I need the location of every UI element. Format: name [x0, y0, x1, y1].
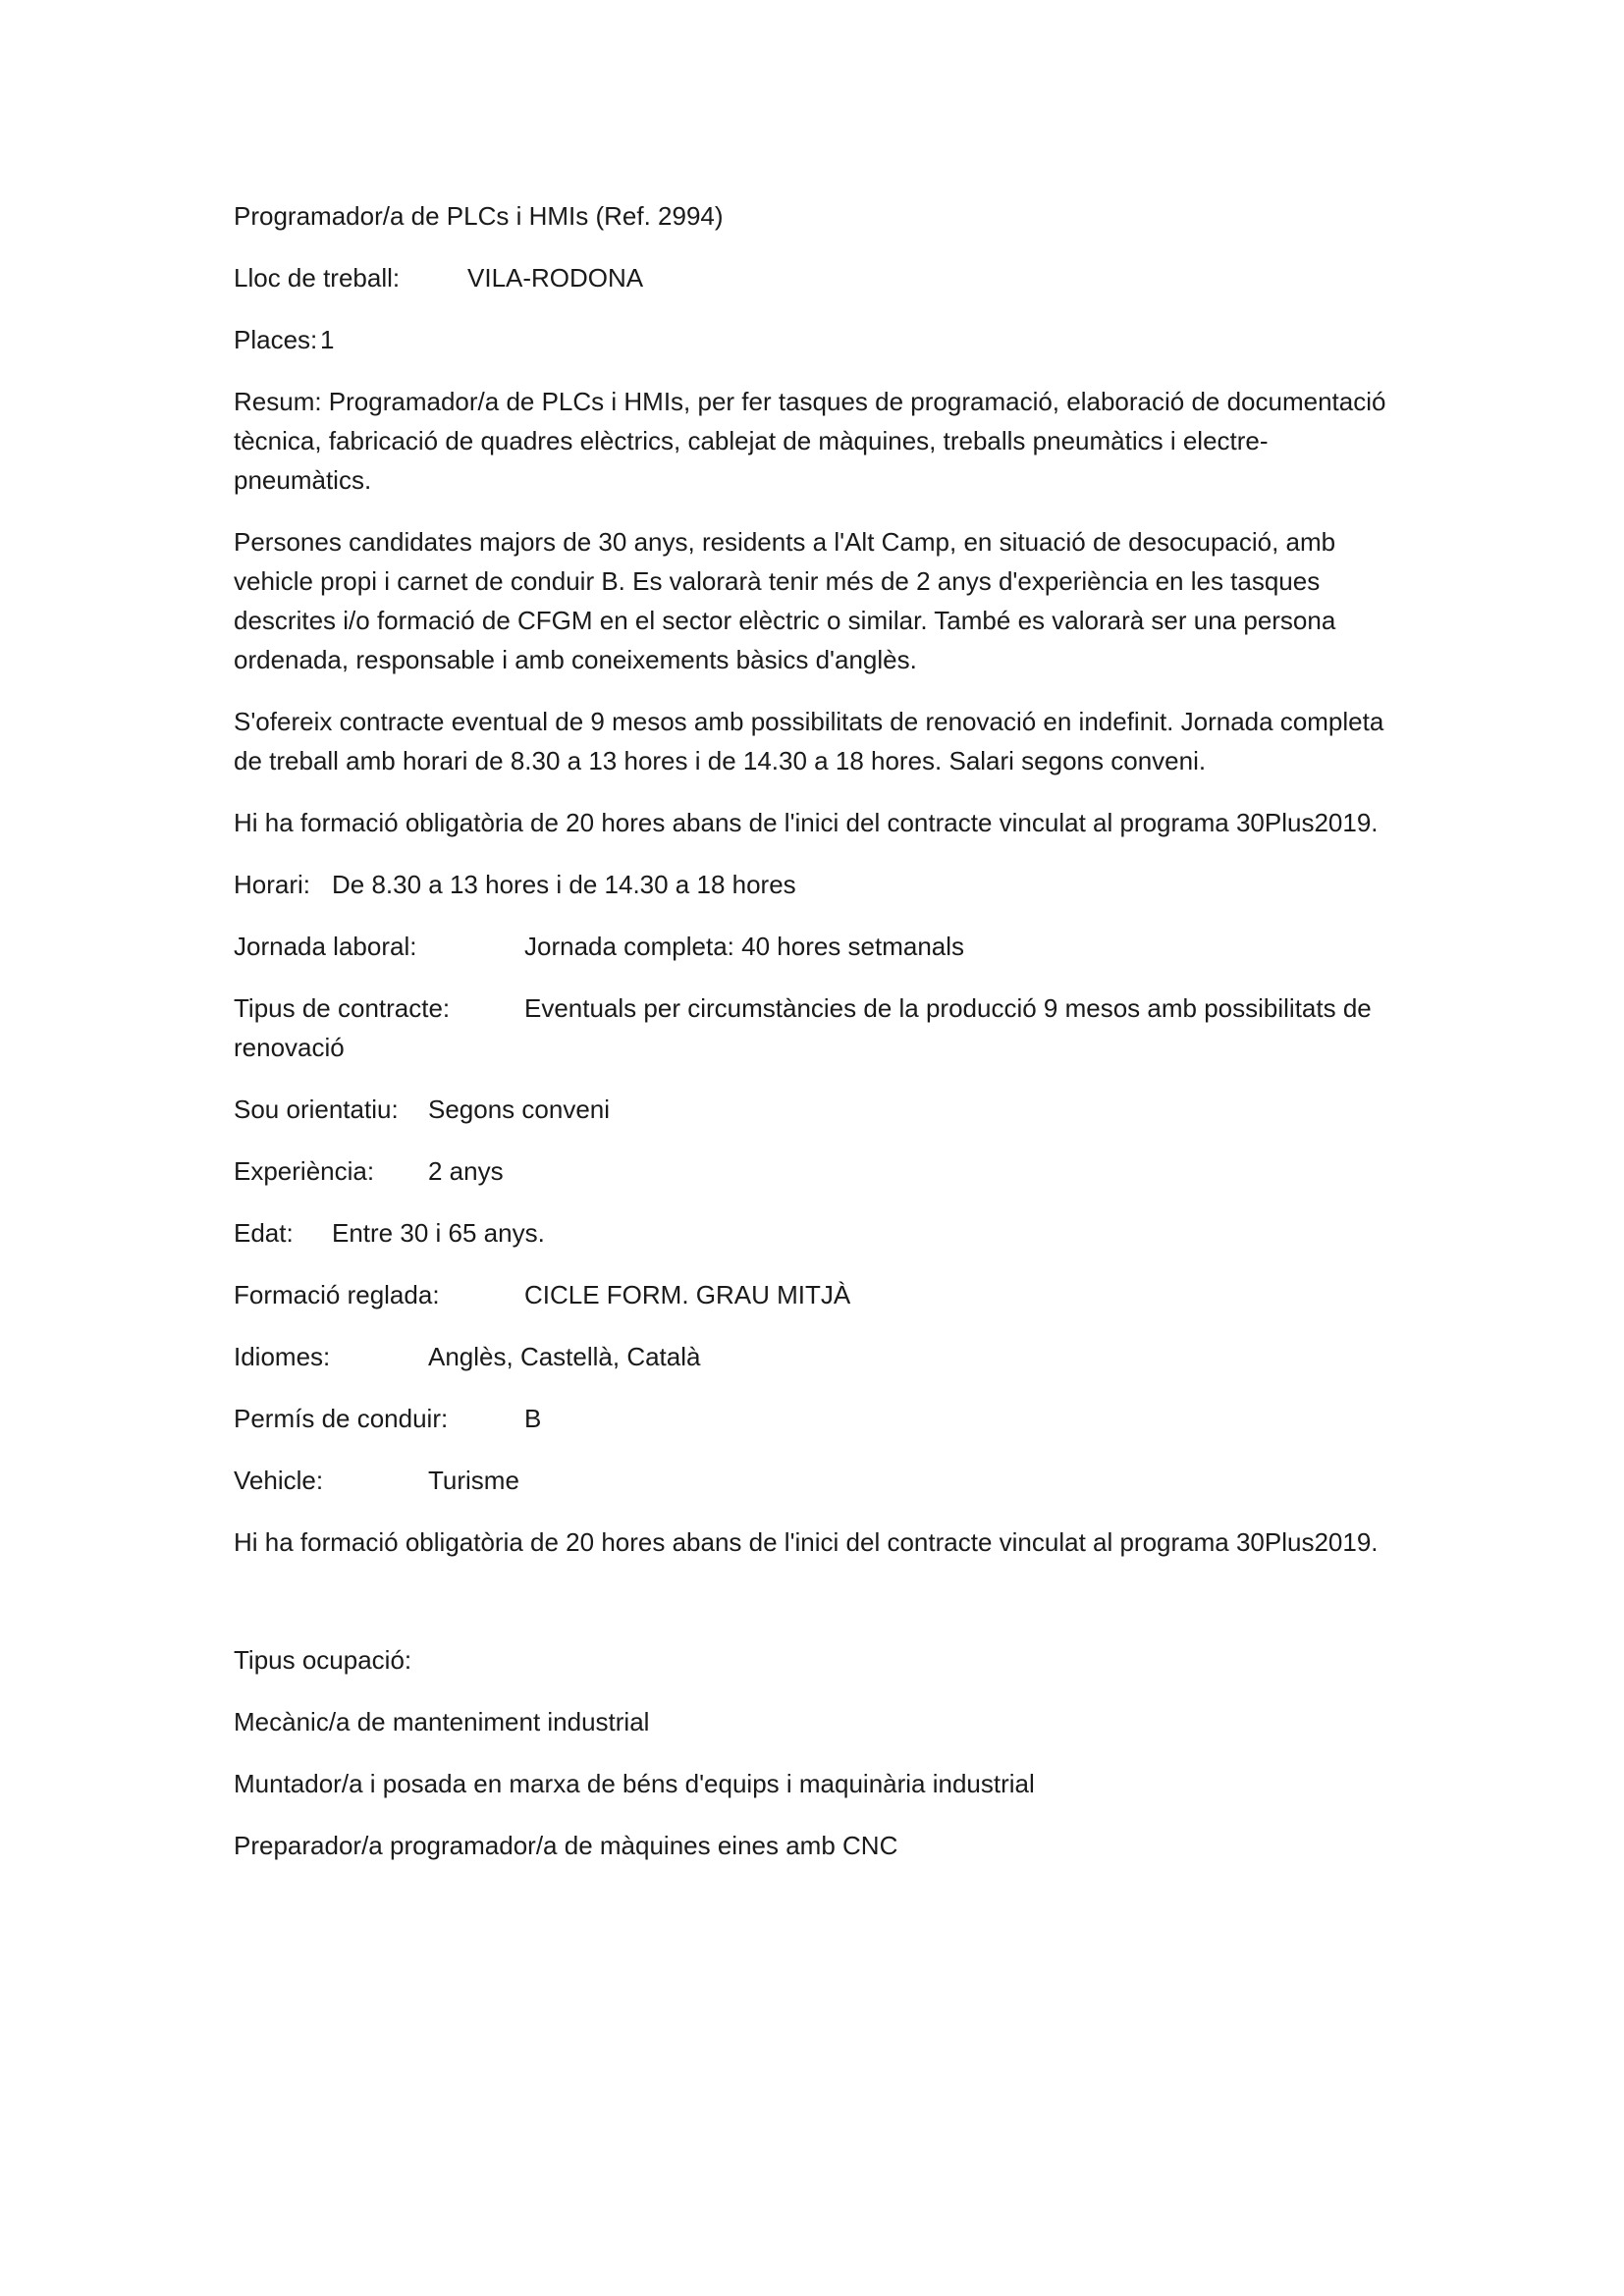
contract-type-value: Eventuals per circumstàncies de la producció 9 mesos amb possibilitats de renovació — [234, 993, 1372, 1062]
salary-value: Segons conveni — [428, 1095, 611, 1124]
education-value: CICLE FORM. GRAU MITJÀ — [524, 1280, 851, 1309]
candidates-paragraph: Persones candidates majors de 30 anys, residents a l'Alt Camp, en situació de desocupació, amb vehicle propi i carnet de conduir B. Es valorarà tenir més de 2 anys d'experiència en les tasques descrites i/o formació de CFGM en el sector elèctric o similar. També es valorarà ser una persona ordenada, responsable i amb coneixements bàsics d'anglès. — [234, 527, 1336, 674]
salary-row — [234, 1090, 1398, 1129]
languages-value: Anglès, Castellà, Català — [428, 1342, 701, 1371]
workday-label: Jornada laboral: — [234, 932, 417, 961]
experience-label: Experiència: — [234, 1156, 375, 1186]
training-note: Hi ha formació obligatòria de 20 hores abans de l'inici del contracte vinculat al programa 30Plus2019. — [234, 808, 1379, 837]
schedule-row — [234, 865, 1398, 904]
offer-paragraph: S'ofereix contracte eventual de 9 mesos amb possibilitats de renovació en indefinit. Jornada completa de treball amb horari de 8.30 a 13 hores i de 14.30 a 18 hores. Salari segons conveni. — [234, 707, 1384, 775]
workplace-label: Lloc de treball: — [234, 263, 401, 293]
license-label: Permís de conduir: — [234, 1404, 449, 1433]
occupation-heading: Tipus ocupació: — [234, 1645, 412, 1675]
vehicle-value: Turisme — [428, 1466, 519, 1495]
license-value: B — [524, 1404, 542, 1433]
workplace-row — [234, 258, 1398, 297]
schedule-value: De 8.30 a 13 hores i de 14.30 a 18 hores — [332, 870, 796, 899]
contract-type-row — [234, 988, 1398, 1067]
age-label: Edat: — [234, 1218, 294, 1248]
age-row — [234, 1213, 1398, 1253]
languages-label: Idiomes: — [234, 1342, 331, 1371]
places-value: 1 — [320, 325, 335, 354]
age-value: Entre 30 i 65 anys. — [332, 1218, 545, 1248]
education-row — [234, 1275, 1398, 1314]
salary-label: Sou orientatiu: — [234, 1095, 399, 1124]
schedule-label: Horari: — [234, 870, 311, 899]
education-label: Formació reglada: — [234, 1280, 440, 1309]
contract-type-label: Tipus de contracte: — [234, 993, 451, 1023]
workday-row — [234, 927, 1398, 966]
occupation-item: Preparador/a programador/a de màquines eines amb CNC — [234, 1831, 898, 1860]
job-title: Programador/a de PLCs i HMIs (Ref. 2994) — [234, 201, 724, 231]
occupation-item: Mecànic/a de manteniment industrial — [234, 1707, 650, 1736]
languages-row — [234, 1337, 1398, 1376]
workplace-value: VILA-RODONA — [467, 263, 644, 293]
experience-value: 2 anys — [428, 1156, 504, 1186]
training-note-repeat: Hi ha formació obligatòria de 20 hores abans de l'inici del contracte vinculat al programa 30Plus2019. — [234, 1527, 1379, 1557]
occupation-item: Muntador/a i posada en marxa de béns d'equips i maquinària industrial — [234, 1769, 1035, 1798]
vehicle-label: Vehicle: — [234, 1466, 324, 1495]
workday-value: Jornada completa: 40 hores setmanals — [524, 932, 965, 961]
places-row — [234, 320, 1398, 359]
summary-paragraph: Resum: Programador/a de PLCs i HMIs, per fer tasques de programació, elaboració de documentació tècnica, fabricació de quadres elèctrics, cablejat de màquines, treballs pneumàtics i electre-pneumàtics. — [234, 387, 1386, 495]
vehicle-row — [234, 1461, 1398, 1500]
places-label: Places: — [234, 325, 318, 354]
license-row — [234, 1399, 1398, 1438]
experience-row — [234, 1151, 1398, 1191]
